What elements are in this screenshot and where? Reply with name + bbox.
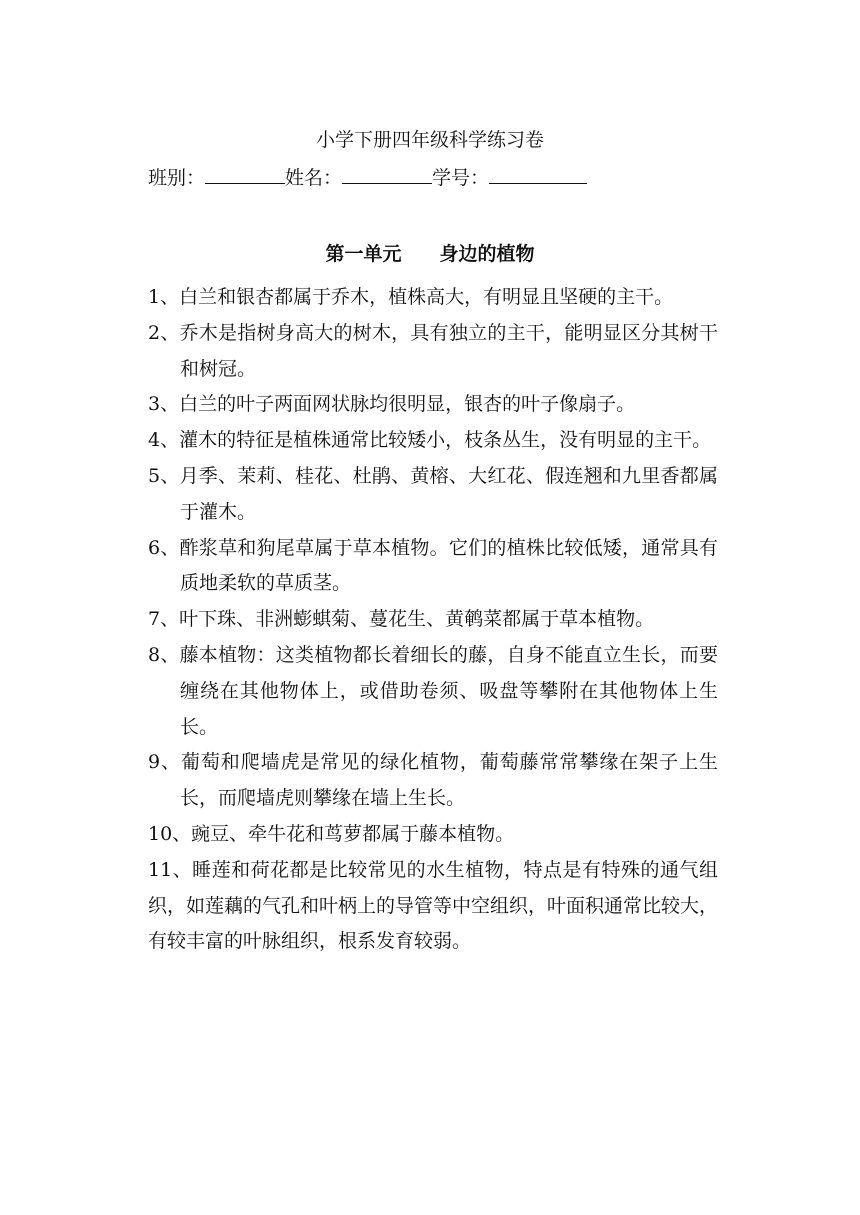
- name-blank[interactable]: [342, 165, 432, 184]
- list-item: 6、酢浆草和狗尾草属于草本植物。它们的植株比较低矮，通常具有质地柔软的草质茎。: [148, 536, 718, 595]
- class-label: 班别：: [148, 167, 206, 189]
- list-item: 2、乔木是指树身高大的树木，具有独立的主干，能明显区分其树干和树冠。: [148, 321, 718, 380]
- name-label: 姓名：: [285, 167, 343, 189]
- list-item: 8、藤本植物：这类植物都长着细长的藤，自身不能直立生长，而要缠绕在其他物体上，或借助卷须、吸盘等攀附在其他物体上生长。: [148, 643, 718, 738]
- unit-heading: 第一单元 身边的植物: [325, 243, 535, 265]
- list-item: 3、白兰的叶子两面网状脉均很明显，银杏的叶子像扇子。: [148, 393, 636, 416]
- student-info-line: [148, 165, 587, 191]
- list-item: 11、睡莲和荷花都是比较常见的水生植物，特点是有特殊的通气组织，如莲藕的气孔和叶柄上的导管等中空组织，叶面积通常比较大，有较丰富的叶脉组织，根系发育较弱。: [148, 858, 719, 953]
- class-blank[interactable]: [205, 165, 285, 184]
- page-title: 小学下册四年级科学练习卷: [315, 129, 544, 151]
- list-item: 7、叶下珠、非洲蟛蜞菊、蔓花生、黄鹌菜都属于草本植物。: [148, 608, 655, 631]
- id-label: 学号：: [432, 167, 490, 189]
- list-item: 10、豌豆、牵牛花和茑萝都属于藤本植物。: [148, 822, 515, 845]
- list-item: 9、葡萄和爬墙虎是常见的绿化植物，葡萄藤常常攀缘在架子上生长，而爬墙虎则攀缘在墙上生长。: [148, 751, 718, 810]
- list-item: 5、月季、茉莉、桂花、杜鹃、黄榕、大红花、假连翘和九里香都属于灌木。: [148, 464, 718, 523]
- question-list: [148, 280, 718, 960]
- list-item: 1、白兰和银杏都属于乔木，植株高大，有明显且坚硬的主干。: [148, 286, 674, 308]
- list-item: 4、灌木的特征是植株通常比较矮小，枝条丛生，没有明显的主干。: [148, 429, 712, 452]
- id-blank[interactable]: [489, 165, 587, 184]
